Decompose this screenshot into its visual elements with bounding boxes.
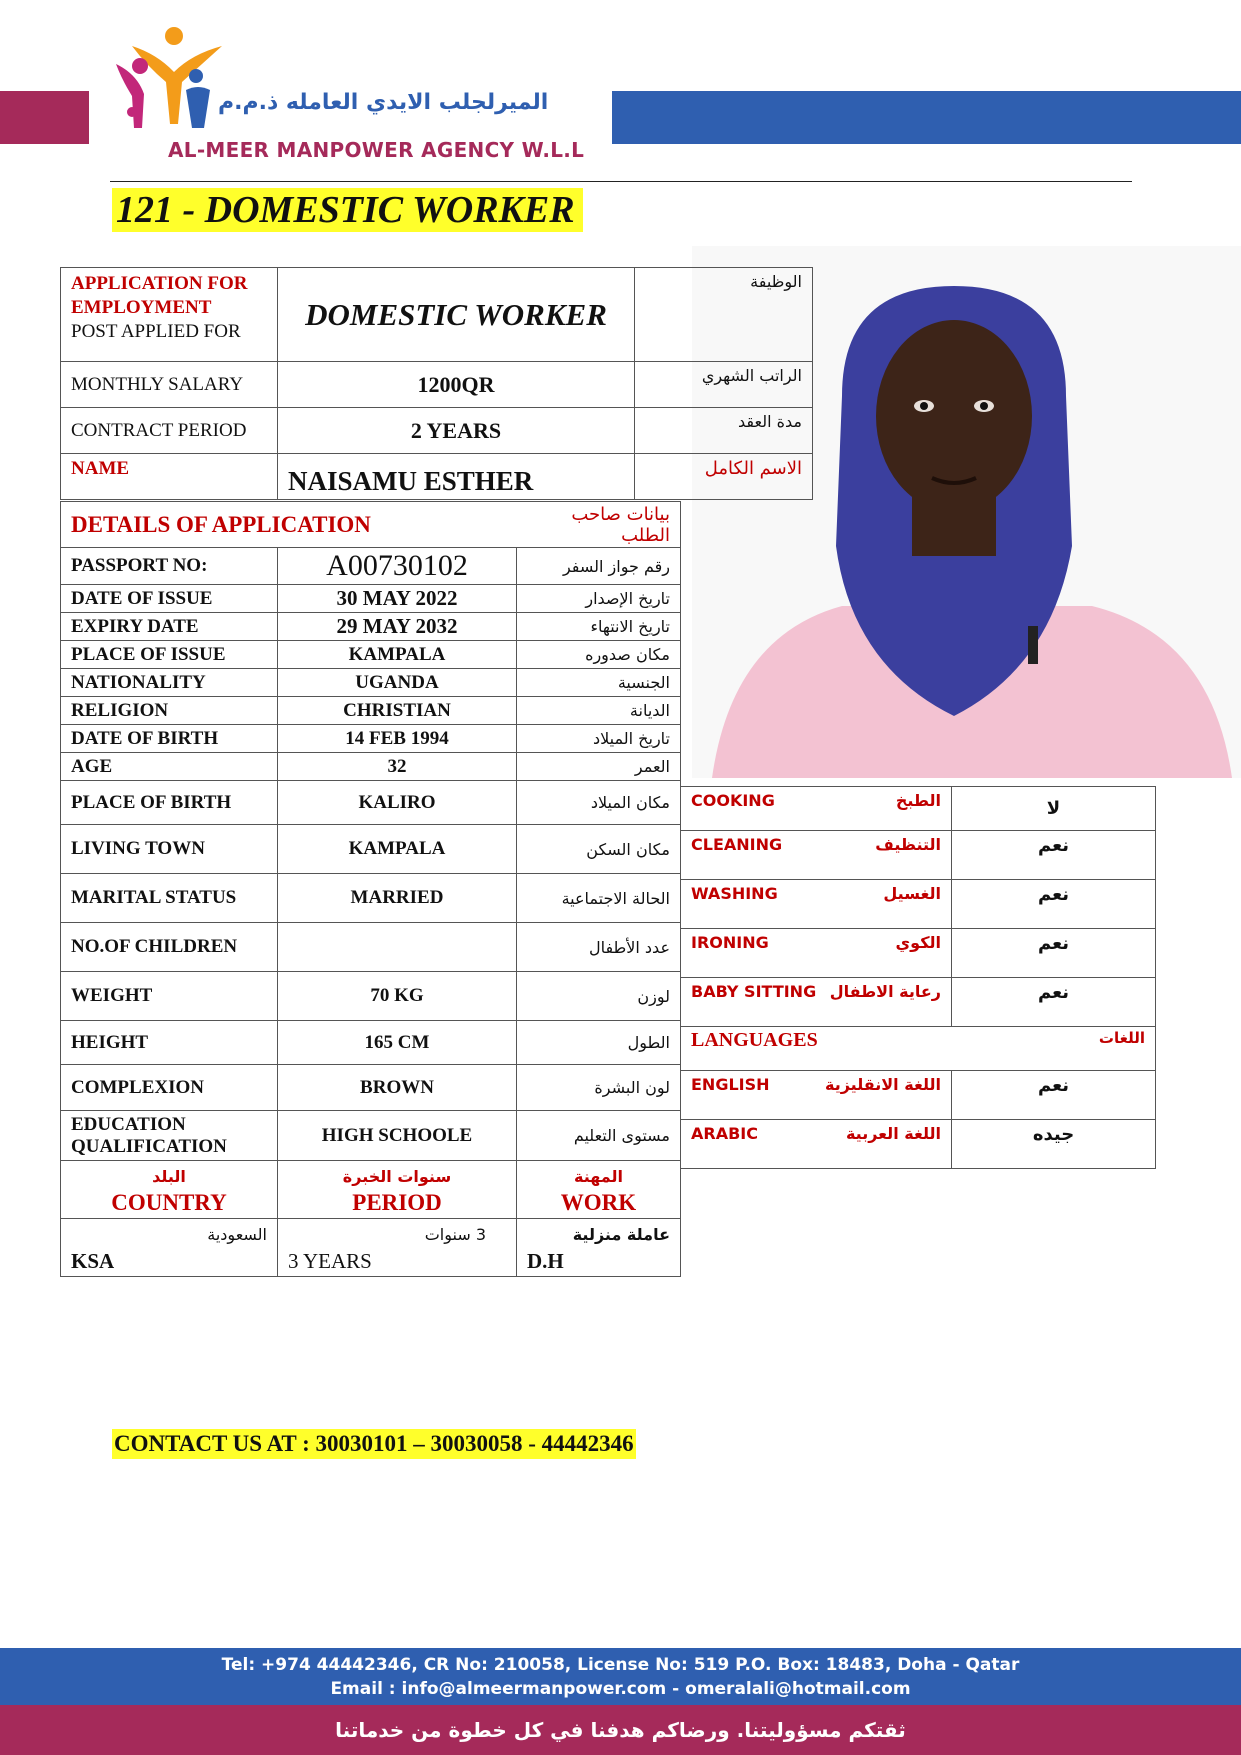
language-arabic: اللغة الانقليزية xyxy=(825,1075,941,1094)
details-row-value: HIGH SCHOOLE xyxy=(278,1111,517,1161)
skill-answer: نعم xyxy=(952,880,1156,929)
details-row-arabic: تاريخ الميلاد xyxy=(517,725,681,753)
experience-work: D.H xyxy=(527,1248,564,1273)
footer-email: Email : info@almeermanpower.com - omeralali@hotmail.com xyxy=(330,1679,911,1699)
contract-label: CONTRACT PERIOD xyxy=(61,408,278,454)
name-value: NAISAMU ESTHER xyxy=(278,454,635,500)
experience-period-arabic: 3 سنوات xyxy=(424,1224,486,1244)
details-row-arabic: الحالة الاجتماعية xyxy=(517,874,681,923)
company-logo xyxy=(112,24,252,136)
language-answer: نعم xyxy=(952,1071,1156,1120)
footer-slogan: ثقتكم مسؤوليتنا. ورضاكم هدفنا في كل خطوة من خدماتنا xyxy=(0,1705,1241,1755)
contract-arabic: مدة العقد xyxy=(635,408,813,454)
details-row-value: 70 KG xyxy=(278,972,517,1021)
details-row-arabic: مستوى التعليم xyxy=(517,1111,681,1161)
details-row-value: CHRISTIAN xyxy=(278,697,517,725)
details-row-value: 32 xyxy=(278,753,517,781)
details-heading: DETAILS OF APPLICATION xyxy=(61,502,517,548)
details-row-value: KAMPALA xyxy=(278,641,517,669)
experience-country-arabic: السعودية xyxy=(207,1224,267,1244)
details-row-arabic: رقم جواز السفر xyxy=(517,548,681,585)
skill-answer: نعم xyxy=(952,978,1156,1027)
details-row-label: PASSPORT NO: xyxy=(61,548,278,585)
skill-answer: نعم xyxy=(952,831,1156,880)
details-row-value: MARRIED xyxy=(278,874,517,923)
contract-value: 2 YEARS xyxy=(278,408,635,454)
details-row-arabic: تاريخ الانتهاء xyxy=(517,613,681,641)
details-row-label: EXPIRY DATE xyxy=(61,613,278,641)
skill-label: BABY SITTING xyxy=(691,982,817,1001)
experience-country: KSA xyxy=(71,1248,115,1273)
details-row-value: UGANDA xyxy=(278,669,517,697)
details-row-value: 165 CM xyxy=(278,1021,517,1065)
details-row-label: PLACE OF BIRTH xyxy=(61,781,278,825)
details-row-value: KAMPALA xyxy=(278,825,517,874)
company-arabic-name: الميرلجلب الايدي العامله ذ.م.م xyxy=(218,90,549,115)
period-heading: PERIOD xyxy=(352,1189,442,1215)
details-row-arabic: العمر xyxy=(517,753,681,781)
employment-table xyxy=(60,267,813,500)
details-row-label: DATE OF BIRTH xyxy=(61,725,278,753)
details-row-arabic: الجنسية xyxy=(517,669,681,697)
skill-label: CLEANING xyxy=(691,835,783,854)
application-label: APPLICATION FOR EMPLOYMENT xyxy=(71,273,248,318)
country-heading-arabic: البلد xyxy=(152,1166,186,1186)
period-heading-arabic: سنوات الخبرة xyxy=(342,1166,452,1186)
language-label: ARABIC xyxy=(691,1124,758,1143)
skill-arabic: رعاية الاطفال xyxy=(829,982,941,1001)
skill-answer: لا xyxy=(952,787,1156,831)
details-row-label: COMPLEXION xyxy=(61,1065,278,1111)
details-row-label: RELIGION xyxy=(61,697,278,725)
details-row-label: MARITAL STATUS xyxy=(61,874,278,923)
contact-line: CONTACT US AT : 30030101 – 30030058 - 44442346 xyxy=(112,1429,636,1459)
skill-label: IRONING xyxy=(691,933,769,952)
details-row-value: 14 FEB 1994 xyxy=(278,725,517,753)
details-row-arabic: تاريخ الإصدار xyxy=(517,585,681,613)
footer-address: Tel: +974 44442346, CR No: 210058, License No: 519 P.O. Box: 18483, Doha - Qatar xyxy=(221,1655,1020,1675)
details-row-label: AGE xyxy=(61,753,278,781)
company-english-name: AL-MEER MANPOWER AGENCY W.L.L xyxy=(168,138,585,162)
details-table xyxy=(60,501,681,1277)
details-row-arabic: مكان الميلاد xyxy=(517,781,681,825)
languages-heading-arabic: اللغات xyxy=(1098,1029,1145,1047)
details-row-label: NO.OF CHILDREN xyxy=(61,923,278,972)
details-row-arabic: الديانة xyxy=(517,697,681,725)
salary-arabic: الراتب الشهري xyxy=(635,362,813,408)
header-band-right xyxy=(612,91,1241,144)
details-row-value: BROWN xyxy=(278,1065,517,1111)
header-band-left xyxy=(0,91,89,144)
details-row-label: LIVING TOWN xyxy=(61,825,278,874)
work-heading: WORK xyxy=(560,1189,637,1215)
salary-value: 1200QR xyxy=(278,362,635,408)
details-row-label: NATIONALITY xyxy=(61,669,278,697)
skill-label: COOKING xyxy=(691,791,775,810)
footer-contact-band xyxy=(0,1648,1241,1705)
header-divider xyxy=(110,181,1132,182)
details-row-value: 30 MAY 2022 xyxy=(278,585,517,613)
details-row-label: PLACE OF ISSUE xyxy=(61,641,278,669)
post-label: POST APPLIED FOR xyxy=(71,321,241,342)
details-row-value: KALIRO xyxy=(278,781,517,825)
details-row-arabic: مكان صدوره xyxy=(517,641,681,669)
details-row-label: DATE OF ISSUE xyxy=(61,585,278,613)
skill-arabic: التنظيف xyxy=(875,835,941,854)
page-title: 121 - DOMESTIC WORKER xyxy=(112,188,583,232)
language-answer: جيده xyxy=(952,1120,1156,1169)
skill-arabic: الغسيل xyxy=(883,884,941,903)
post-arabic: الوظيفة xyxy=(635,268,813,362)
language-arabic: اللغة العربية xyxy=(845,1124,941,1143)
details-row-label: WEIGHT xyxy=(61,972,278,1021)
post-value: DOMESTIC WORKER xyxy=(278,268,635,362)
details-row-label: EDUCATION QUALIFICATION xyxy=(61,1111,278,1161)
name-label: NAME xyxy=(61,454,278,500)
name-arabic: الاسم الكامل xyxy=(635,454,813,500)
language-label: ENGLISH xyxy=(691,1075,770,1094)
experience-period: 3 YEARS xyxy=(288,1248,372,1273)
details-row-arabic: لوزن xyxy=(517,972,681,1021)
details-row-label: HEIGHT xyxy=(61,1021,278,1065)
languages-heading: LANGUAGES xyxy=(691,1029,818,1051)
details-row-arabic: لون البشرة xyxy=(517,1065,681,1111)
details-row-value xyxy=(278,923,517,972)
details-row-arabic: عدد الأطفال xyxy=(517,923,681,972)
experience-work-arabic: عاملة منزلية xyxy=(572,1224,670,1244)
work-heading-arabic: المهنة xyxy=(573,1166,623,1186)
details-row-value: A00730102 xyxy=(278,548,517,585)
details-row-arabic: مكان السكن xyxy=(517,825,681,874)
skill-arabic: الكوي xyxy=(895,933,941,952)
skill-answer: نعم xyxy=(952,929,1156,978)
details-row-value: 29 MAY 2032 xyxy=(278,613,517,641)
skill-label: WASHING xyxy=(691,884,778,903)
skill-arabic: الطبخ xyxy=(895,791,941,810)
details-row-arabic: الطول xyxy=(517,1021,681,1065)
details-heading-arabic: بيانات صاحب الطلب xyxy=(517,502,681,548)
country-heading: COUNTRY xyxy=(111,1189,227,1215)
salary-label: MONTHLY SALARY xyxy=(61,362,278,408)
skills-table xyxy=(680,786,1156,1169)
